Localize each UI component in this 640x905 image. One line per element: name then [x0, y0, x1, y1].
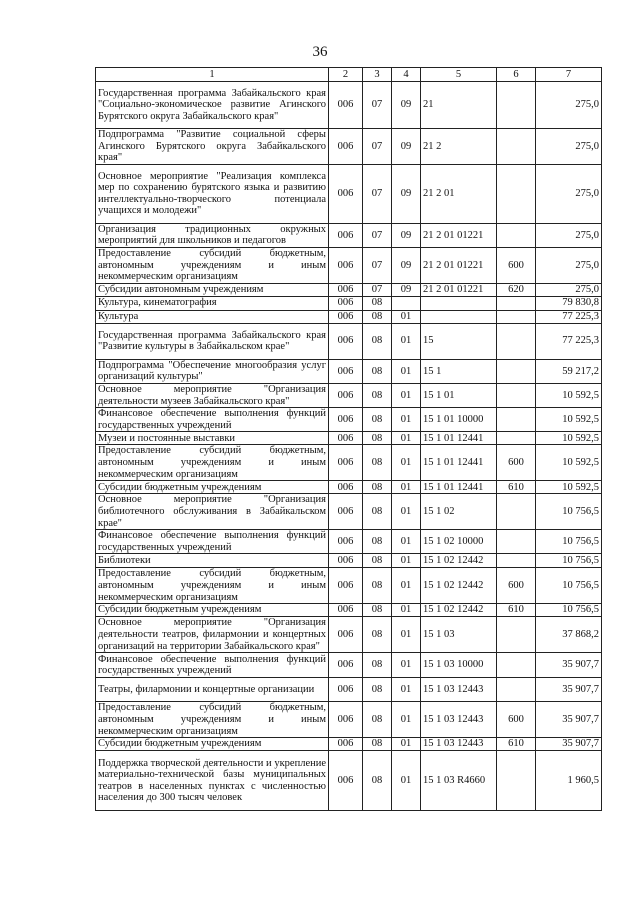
table-row	[96, 604, 602, 617]
admin-code-cell: 006	[329, 129, 363, 165]
table-row	[96, 653, 602, 678]
section-code-cell: 08	[363, 678, 392, 702]
admin-code-cell: 006	[329, 432, 363, 445]
amount-cell: 77 225,3	[536, 323, 602, 359]
expense-type-cell	[497, 653, 536, 678]
table-row	[96, 408, 602, 432]
row-name-cell: Культура	[96, 310, 329, 323]
table-row	[96, 323, 602, 359]
expense-type-cell: 610	[497, 738, 536, 751]
table-row	[96, 283, 602, 296]
subsection-code-cell: 01	[392, 678, 421, 702]
row-name-cell: Театры, филармонии и концертные организации	[96, 678, 329, 702]
target-article-cell: 15 1 03 12443	[421, 702, 497, 738]
table-row	[96, 164, 602, 223]
row-name-cell: Музеи и постоянные выставки	[96, 432, 329, 445]
section-code-cell: 08	[363, 494, 392, 530]
expense-type-cell	[497, 82, 536, 129]
target-article-cell: 21 2 01	[421, 164, 497, 223]
section-code-cell: 08	[363, 702, 392, 738]
table-row	[96, 617, 602, 653]
table-row	[96, 223, 602, 247]
target-article-cell: 15 1 03 10000	[421, 653, 497, 678]
admin-code-cell: 006	[329, 223, 363, 247]
table-header-row	[96, 68, 602, 82]
expense-type-cell	[497, 617, 536, 653]
table-row	[96, 129, 602, 165]
admin-code-cell: 006	[329, 617, 363, 653]
section-code-cell: 07	[363, 129, 392, 165]
target-article-cell: 15 1 01 12441	[421, 432, 497, 445]
amount-cell: 10 756,5	[536, 530, 602, 554]
amount-cell: 59 217,2	[536, 359, 602, 383]
table-row	[96, 310, 602, 323]
target-article-cell: 15 1 01	[421, 383, 497, 407]
target-article-cell: 21 2 01 01221	[421, 247, 497, 283]
section-code-cell: 08	[363, 323, 392, 359]
subsection-code-cell: 01	[392, 702, 421, 738]
admin-code-cell: 006	[329, 296, 363, 310]
row-name-cell: Основное мероприятие "Реализация комплекса мер по сохранению бурятского языка и развитию интеллектуально-творческого потенциала учащихся и молодежи"	[96, 164, 329, 223]
amount-cell: 10 756,5	[536, 568, 602, 604]
section-code-cell: 08	[363, 296, 392, 310]
expense-type-cell	[497, 678, 536, 702]
row-name-cell: Финансовое обеспечение выполнения функций государственных учреждений	[96, 530, 329, 554]
row-name-cell: Поддержка творческой деятельности и укрепление материально-технической базы муниципальных театров в населенных пунктах с численностью населения до 300 тысяч человек	[96, 751, 329, 811]
target-article-cell: 21 2 01 01221	[421, 283, 497, 296]
table-row	[96, 247, 602, 283]
section-code-cell: 08	[363, 408, 392, 432]
row-name-cell: Основное мероприятие "Организация библиотечного обслуживания в Забайкальском крае"	[96, 494, 329, 530]
expense-type-cell	[497, 432, 536, 445]
section-code-cell: 08	[363, 617, 392, 653]
subsection-code-cell: 01	[392, 617, 421, 653]
admin-code-cell: 006	[329, 554, 363, 568]
subsection-code-cell: 01	[392, 653, 421, 678]
table-row	[96, 82, 602, 129]
admin-code-cell: 006	[329, 359, 363, 383]
section-code-cell: 07	[363, 82, 392, 129]
expense-type-cell	[497, 296, 536, 310]
subsection-code-cell: 09	[392, 283, 421, 296]
admin-code-cell: 006	[329, 481, 363, 494]
subsection-code-cell: 01	[392, 445, 421, 481]
subsection-code-cell	[392, 296, 421, 310]
row-name-cell: Культура, кинематография	[96, 296, 329, 310]
section-code-cell: 08	[363, 653, 392, 678]
admin-code-cell: 006	[329, 530, 363, 554]
section-code-cell: 08	[363, 568, 392, 604]
subsection-code-cell: 01	[392, 432, 421, 445]
row-name-cell: Предоставление субсидий бюджетным, автономным учреждениям и иным некоммерческим организациям	[96, 702, 329, 738]
section-code-cell: 08	[363, 530, 392, 554]
admin-code-cell: 006	[329, 283, 363, 296]
admin-code-cell: 006	[329, 408, 363, 432]
subsection-code-cell: 01	[392, 408, 421, 432]
amount-cell: 10 592,5	[536, 432, 602, 445]
expense-type-cell	[497, 129, 536, 165]
admin-code-cell: 006	[329, 82, 363, 129]
admin-code-cell: 006	[329, 310, 363, 323]
amount-cell: 35 907,7	[536, 702, 602, 738]
amount-cell: 79 830,8	[536, 296, 602, 310]
amount-cell: 77 225,3	[536, 310, 602, 323]
table-row	[96, 432, 602, 445]
expense-type-cell: 620	[497, 283, 536, 296]
column-header: 5	[421, 68, 497, 82]
section-code-cell: 08	[363, 554, 392, 568]
subsection-code-cell: 09	[392, 223, 421, 247]
section-code-cell: 07	[363, 223, 392, 247]
subsection-code-cell: 09	[392, 247, 421, 283]
expense-type-cell	[497, 359, 536, 383]
column-header: 2	[329, 68, 363, 82]
table-row	[96, 738, 602, 751]
target-article-cell: 15 1 02 12442	[421, 604, 497, 617]
table-row	[96, 494, 602, 530]
target-article-cell: 15 1 03	[421, 617, 497, 653]
section-code-cell: 08	[363, 604, 392, 617]
row-name-cell: Субсидии бюджетным учреждениям	[96, 738, 329, 751]
column-header: 7	[536, 68, 602, 82]
target-article-cell: 15 1 03 12443	[421, 738, 497, 751]
amount-cell: 275,0	[536, 223, 602, 247]
column-header: 4	[392, 68, 421, 82]
amount-cell: 37 868,2	[536, 617, 602, 653]
row-name-cell: Субсидии автономным учреждениям	[96, 283, 329, 296]
section-code-cell: 08	[363, 359, 392, 383]
section-code-cell: 08	[363, 432, 392, 445]
table-row	[96, 530, 602, 554]
admin-code-cell: 006	[329, 604, 363, 617]
table-row	[96, 678, 602, 702]
subsection-code-cell: 01	[392, 494, 421, 530]
target-article-cell	[421, 296, 497, 310]
expense-type-cell: 610	[497, 481, 536, 494]
row-name-cell: Организация традиционных окружных мероприятий для школьников и педагогов	[96, 223, 329, 247]
target-article-cell: 15 1 01 10000	[421, 408, 497, 432]
section-code-cell: 07	[363, 283, 392, 296]
admin-code-cell: 006	[329, 247, 363, 283]
admin-code-cell: 006	[329, 653, 363, 678]
table-row	[96, 359, 602, 383]
section-code-cell: 08	[363, 751, 392, 811]
table-row	[96, 481, 602, 494]
subsection-code-cell: 01	[392, 568, 421, 604]
amount-cell: 10 592,5	[536, 408, 602, 432]
admin-code-cell: 006	[329, 751, 363, 811]
admin-code-cell: 006	[329, 494, 363, 530]
section-code-cell: 08	[363, 383, 392, 407]
section-code-cell: 08	[363, 445, 392, 481]
target-article-cell: 15 1 02 10000	[421, 530, 497, 554]
target-article-cell: 15 1 02	[421, 494, 497, 530]
target-article-cell: 15 1 01 12441	[421, 445, 497, 481]
table-row	[96, 445, 602, 481]
table-row	[96, 751, 602, 811]
expense-type-cell	[497, 530, 536, 554]
column-header: 6	[497, 68, 536, 82]
table-row	[96, 554, 602, 568]
amount-cell: 10 592,5	[536, 445, 602, 481]
budget-table	[95, 67, 602, 811]
amount-cell: 10 756,5	[536, 604, 602, 617]
subsection-code-cell: 01	[392, 554, 421, 568]
expense-type-cell: 600	[497, 702, 536, 738]
expense-type-cell	[497, 751, 536, 811]
subsection-code-cell: 01	[392, 604, 421, 617]
target-article-cell: 15 1 02 12442	[421, 554, 497, 568]
amount-cell: 275,0	[536, 164, 602, 223]
amount-cell: 35 907,7	[536, 678, 602, 702]
admin-code-cell: 006	[329, 164, 363, 223]
admin-code-cell: 006	[329, 738, 363, 751]
target-article-cell: 15 1 03 12443	[421, 678, 497, 702]
table-row	[96, 702, 602, 738]
row-name-cell: Субсидии бюджетным учреждениям	[96, 481, 329, 494]
row-name-cell: Государственная программа Забайкальского края "Развитие культуры в Забайкальском крае"	[96, 323, 329, 359]
target-article-cell	[421, 310, 497, 323]
target-article-cell: 21 2 01 01221	[421, 223, 497, 247]
target-article-cell: 21 2	[421, 129, 497, 165]
row-name-cell: Субсидии бюджетным учреждениям	[96, 604, 329, 617]
subsection-code-cell: 01	[392, 481, 421, 494]
subsection-code-cell: 01	[392, 323, 421, 359]
admin-code-cell: 006	[329, 445, 363, 481]
row-name-cell: Подпрограмма "Развитие социальной сферы Агинского Бурятского округа Забайкальского края"	[96, 129, 329, 165]
subsection-code-cell: 01	[392, 310, 421, 323]
amount-cell: 275,0	[536, 283, 602, 296]
row-name-cell: Основное мероприятие "Организация деятельности музеев Забайкальского края"	[96, 383, 329, 407]
target-article-cell: 15 1 02 12442	[421, 568, 497, 604]
target-article-cell: 21	[421, 82, 497, 129]
amount-cell: 10 592,5	[536, 481, 602, 494]
section-code-cell: 07	[363, 164, 392, 223]
row-name-cell: Библиотеки	[96, 554, 329, 568]
row-name-cell: Предоставление субсидий бюджетным, автономным учреждениям и иным некоммерческим организациям	[96, 247, 329, 283]
amount-cell: 35 907,7	[536, 653, 602, 678]
admin-code-cell: 006	[329, 383, 363, 407]
expense-type-cell: 600	[497, 445, 536, 481]
column-header: 1	[96, 68, 329, 82]
target-article-cell: 15 1 03 R4660	[421, 751, 497, 811]
amount-cell: 275,0	[536, 247, 602, 283]
admin-code-cell: 006	[329, 323, 363, 359]
admin-code-cell: 006	[329, 568, 363, 604]
amount-cell: 10 756,5	[536, 494, 602, 530]
amount-cell: 10 592,5	[536, 383, 602, 407]
table-row	[96, 568, 602, 604]
expense-type-cell	[497, 310, 536, 323]
amount-cell: 275,0	[536, 82, 602, 129]
row-name-cell: Подпрограмма "Обеспечение многообразия услуг организаций культуры"	[96, 359, 329, 383]
row-name-cell: Финансовое обеспечение выполнения функций государственных учреждений	[96, 653, 329, 678]
row-name-cell: Финансовое обеспечение выполнения функций государственных учреждений	[96, 408, 329, 432]
expense-type-cell: 600	[497, 568, 536, 604]
column-header: 3	[363, 68, 392, 82]
table-row	[96, 383, 602, 407]
row-name-cell: Предоставление субсидий бюджетным, автономным учреждениям и иным некоммерческим организациям	[96, 568, 329, 604]
expense-type-cell	[497, 494, 536, 530]
section-code-cell: 07	[363, 247, 392, 283]
expense-type-cell	[497, 383, 536, 407]
subsection-code-cell: 09	[392, 164, 421, 223]
section-code-cell: 08	[363, 738, 392, 751]
page-number: 36	[312, 44, 328, 60]
subsection-code-cell: 01	[392, 383, 421, 407]
amount-cell: 10 756,5	[536, 554, 602, 568]
expense-type-cell	[497, 408, 536, 432]
section-code-cell: 08	[363, 481, 392, 494]
subsection-code-cell: 01	[392, 530, 421, 554]
admin-code-cell: 006	[329, 678, 363, 702]
subsection-code-cell: 01	[392, 359, 421, 383]
row-name-cell: Государственная программа Забайкальского края "Социально-экономическое развитие Агинского Бурятского округа Забайкальского края"	[96, 82, 329, 129]
amount-cell: 1 960,5	[536, 751, 602, 811]
target-article-cell: 15 1	[421, 359, 497, 383]
row-name-cell: Предоставление субсидий бюджетным, автономным учреждениям и иным некоммерческим организациям	[96, 445, 329, 481]
expense-type-cell	[497, 164, 536, 223]
expense-type-cell: 600	[497, 247, 536, 283]
admin-code-cell: 006	[329, 702, 363, 738]
subsection-code-cell: 09	[392, 82, 421, 129]
amount-cell: 35 907,7	[536, 738, 602, 751]
subsection-code-cell: 01	[392, 751, 421, 811]
expense-type-cell	[497, 554, 536, 568]
expense-type-cell	[497, 323, 536, 359]
subsection-code-cell: 01	[392, 738, 421, 751]
expense-type-cell: 610	[497, 604, 536, 617]
section-code-cell: 08	[363, 310, 392, 323]
table-row	[96, 296, 602, 310]
amount-cell: 275,0	[536, 129, 602, 165]
row-name-cell: Основное мероприятие "Организация деятельности театров, филармонии и концертных организаций на территории Забайкальского края"	[96, 617, 329, 653]
target-article-cell: 15 1 01 12441	[421, 481, 497, 494]
expense-type-cell	[497, 223, 536, 247]
target-article-cell: 15	[421, 323, 497, 359]
subsection-code-cell: 09	[392, 129, 421, 165]
